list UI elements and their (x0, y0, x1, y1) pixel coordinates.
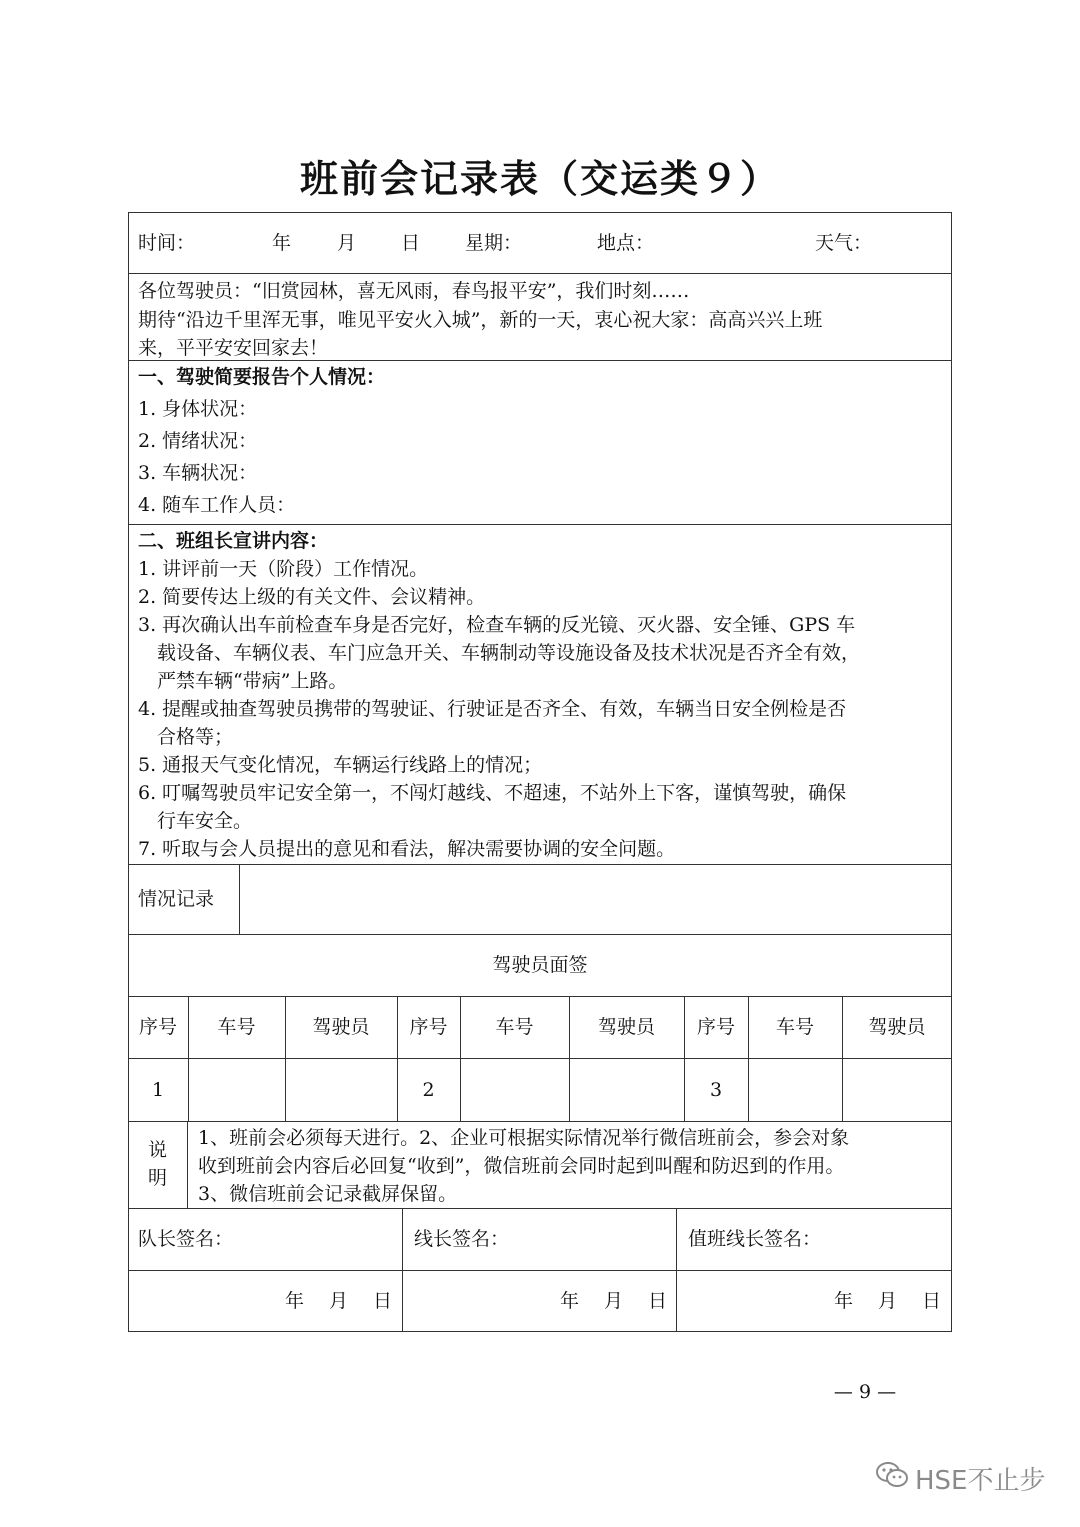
year-label: 年 (272, 232, 292, 254)
sign-header: 驾驶员 (597, 1016, 655, 1038)
row-divider (128, 864, 952, 865)
page-number: — 9 — (833, 1381, 897, 1403)
section2-line: 6. 叮嘱驾驶员牢记安全第一，不闯灯越线、不超速，不站外上下客，谨慎驾驶，确保 (138, 782, 847, 804)
greeting-line: 期待“沿边千里浑无事，唯见平安火入城”，新的一天，衷心祝大家：高高兴兴上班 (138, 309, 823, 331)
section1-item: 2. 情绪状况： (138, 430, 258, 452)
line-leader-signature-label: 线长签名： (414, 1228, 510, 1250)
sign-number: 1 (151, 1079, 165, 1101)
date-year: 年 (560, 1290, 580, 1312)
duty-leader-signature-label: 值班线长签名： (688, 1228, 822, 1250)
sign-header: 序号 (138, 1016, 177, 1038)
section2-line: 1. 讲评前一天（阶段）工作情况。 (138, 558, 429, 580)
sign-header: 车号 (217, 1016, 256, 1038)
watermark (875, 1460, 1045, 1497)
column-divider (402, 1208, 403, 1332)
section2-line: 合格等； (157, 726, 234, 748)
watermark-text: HSE不止步 (915, 1466, 1046, 1496)
column-divider (239, 864, 240, 934)
date-day: 日 (922, 1290, 942, 1312)
section2-line: 5. 通报天气变化情况，车辆运行线路上的情况； (138, 754, 543, 776)
month-label: 月 (337, 232, 357, 254)
note-line: 收到班前会内容后必回复“收到”，微信班前会同时起到叫醒和防迟到的作用。 (198, 1155, 845, 1177)
section2-line: 严禁车辆“带病”上路。 (157, 670, 348, 692)
section1-item: 3. 车辆状况： (138, 462, 258, 484)
date-month: 月 (604, 1290, 624, 1312)
sign-title: 驾驶员面签 (492, 954, 588, 976)
row-divider (128, 273, 952, 274)
note-line: 1、班前会必须每天进行。2、企业可根据实际情况举行微信班前会，参会对象 (198, 1127, 850, 1149)
note-label: 说 (147, 1139, 167, 1161)
section1-item: 1. 身体状况： (138, 398, 258, 420)
wechat-icon (875, 1461, 909, 1496)
row-divider (128, 996, 952, 997)
date-month: 月 (329, 1290, 349, 1312)
section2-line: 行车安全。 (157, 810, 253, 832)
note-line: 3、微信班前会记录截屏保留。 (198, 1183, 458, 1205)
weekday-label: 星期： (465, 232, 523, 254)
row-divider (128, 1121, 952, 1122)
sign-header: 驾驶员 (868, 1016, 926, 1038)
greeting-line: 各位驾驶员：“旧赏园林，喜无风雨，春鸟报平安”，我们时刻…… (138, 280, 690, 302)
date-month: 月 (878, 1290, 898, 1312)
date-year: 年 (285, 1290, 305, 1312)
section2-line: 4. 提醒或抽查驾驶员携带的驾驶证、行驶证是否齐全、有效，车辆当日安全例检是否 (138, 698, 847, 720)
sign-header: 车号 (775, 1016, 814, 1038)
page-title: 班前会记录表（交运类９） (299, 157, 780, 201)
place-label: 地点： (597, 232, 655, 254)
sign-number: 3 (709, 1079, 723, 1101)
section2-line: 2. 简要传达上级的有关文件、会议精神。 (138, 586, 486, 608)
time-label: 时间： (138, 232, 196, 254)
captain-signature-label: 队长签名： (138, 1228, 234, 1250)
date-day: 日 (648, 1290, 668, 1312)
date-day: 日 (373, 1290, 393, 1312)
row-divider (128, 1270, 952, 1271)
column-divider (187, 1121, 188, 1208)
section2-line: 7. 听取与会人员提出的意见和看法，解决需要协调的安全问题。 (138, 838, 676, 860)
note-label: 明 (147, 1167, 167, 1189)
sign-header: 驾驶员 (312, 1016, 370, 1038)
sign-number: 2 (422, 1079, 435, 1101)
sign-header: 序号 (409, 1016, 448, 1038)
row-divider (128, 524, 952, 525)
section2-line: 3. 再次确认出车前检查车身是否完好，检查车辆的反光镜、灭火器、安全锤、GPS 车 (138, 614, 856, 636)
day-label: 日 (401, 232, 421, 254)
sign-header: 序号 (696, 1016, 735, 1038)
section2-line: 载设备、车辆仪表、车门应急开关、车辆制动等设施设备及技术状况是否齐全有效， (157, 642, 861, 664)
greeting-line: 来，平平安安回家去！ (138, 337, 329, 359)
section1-heading: 一、驾驶简要报告个人情况： (138, 366, 386, 388)
section2-heading: 二、班组长宣讲内容： (138, 530, 329, 552)
section1-item: 4. 随车工作人员： (138, 494, 296, 516)
row-divider (128, 1058, 952, 1059)
date-year: 年 (834, 1290, 854, 1312)
column-divider (676, 1208, 677, 1332)
weather-label: 天气： (815, 232, 873, 254)
sign-header: 车号 (495, 1016, 534, 1038)
record-label: 情况记录 (138, 888, 215, 910)
row-divider (128, 934, 952, 935)
row-divider (128, 1208, 952, 1209)
